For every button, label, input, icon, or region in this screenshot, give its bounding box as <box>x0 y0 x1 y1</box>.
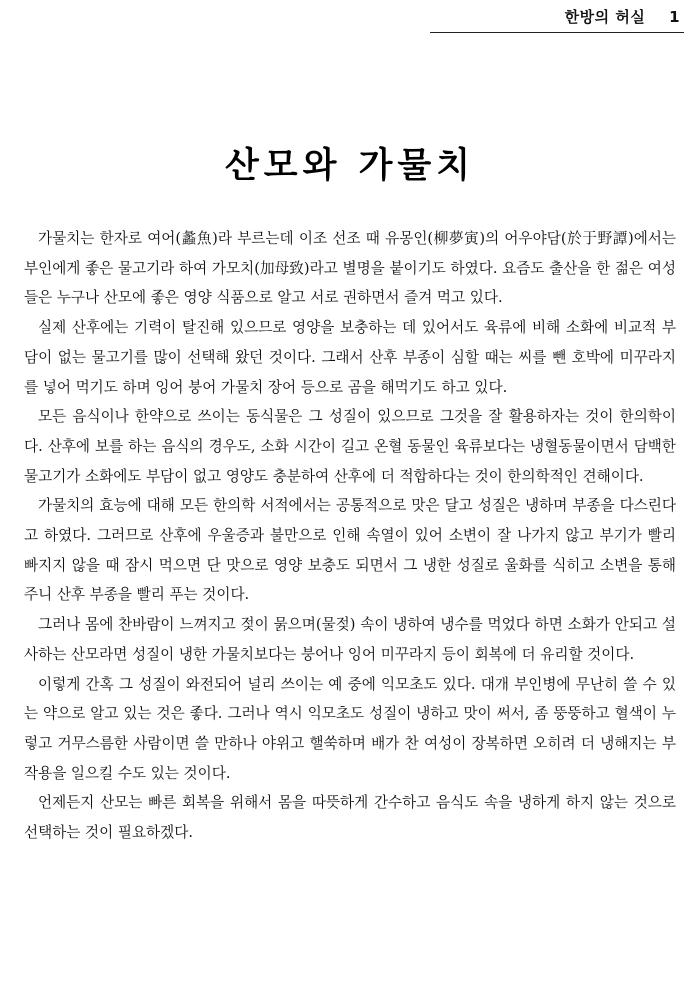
running-header-title: 한방의 허실 <box>564 8 646 26</box>
chapter-title: 산모와 가물치 <box>224 146 476 186</box>
paragraph: 언제든지 산모는 빠른 회복을 위해서 몸을 따뜻하게 간수하고 음식도 속을 냉하게 하지 않는 것으로 선택하는 것이 필요하겠다. <box>24 794 676 842</box>
paragraph: 가물치의 효능에 대해 모든 한의학 서적에서는 공통적으로 맛은 달고 성질은 냉하며 부종을 다스린다고 하였다. 그러므로 산후에 우울증과 불만으로 인해 속열이 있어 소변이 잘 나가지 않고 부기가 빨리 빠지지 않을 때 잠시 먹으면 단 맛으로 영양 보충도 되면서 그 냉한 성질로 울화를 식히고 소변을 통해 주니 산후 부종을 빨리 푸는 것이다. <box>24 497 676 604</box>
running-header <box>565 6 680 27</box>
header-rule <box>430 32 684 33</box>
page-number: 1 <box>669 8 680 26</box>
paragraph: 실제 산후에는 기력이 탈진해 있으므로 영양을 보충하는 데 있어서도 육류에 비해 소화에 비교적 부담이 없는 물고기를 많이 선택해 왔던 것이다. 그래서 산후 부종이 심할 때는 씨를 뺀 호박에 미꾸라지를 넣어 먹기도 하며 잉어 붕어 가물치 장어 등으로 곰을 해먹기도 하고 있다. <box>24 319 676 396</box>
paragraph: 모든 음식이나 한약으로 쓰이는 동식물은 그 성질이 있으므로 그것을 잘 활용하자는 것이 한의학이다. 산후에 보를 하는 음식의 경우도, 소화 시간이 길고 온혈 동물인 육류보다는 냉혈동물이면서 담백한 물고기가 소화에도 부담이 없고 영양도 충분하여 산후에 더 적합하다는 것이 한의학적인 견해이다. <box>24 408 676 485</box>
paragraph: 가물치는 한자로 여어(蠡魚)라 부르는데 이조 선조 때 유몽인(柳夢寅)의 어우야담(於于野譚)에서는 부인에게 좋은 물고기라 하여 가모치(加母致)라고 별명을 붙이기도 하였다. 요즘도 출산을 한 젊은 여성들은 누구나 산모에 좋은 영양 식품으로 알고 서로 권하면서 즐겨 먹고 있다. <box>24 230 676 307</box>
body-text <box>24 224 676 848</box>
paragraph: 이렇게 간혹 그 성질이 와전되어 널리 쓰이는 예 중에 익모초도 있다. 대개 부인병에 무난히 쓸 수 있는 약으로 알고 있는 것은 좋다. 그러나 역시 익모초도 성질이 냉하고 맛이 써서, 좀 뚱뚱하고 혈색이 누렇고 거무스름한 사람이면 쓸 만하나 야위고 핼쑥하며 배가 찬 여성이 장복하면 오히려 더 냉해지는 부작용을 일으킬 수도 있는 것이다. <box>24 675 676 782</box>
paragraph: 그러나 몸에 찬바람이 느껴지고 젖이 묽으며(물젖) 속이 냉하여 냉수를 먹었다 하면 소화가 안되고 설사하는 산모라면 성질이 냉한 가물치보다는 붕어나 잉어 미꾸라지 등이 회복에 더 유리할 것이다. <box>24 616 676 663</box>
